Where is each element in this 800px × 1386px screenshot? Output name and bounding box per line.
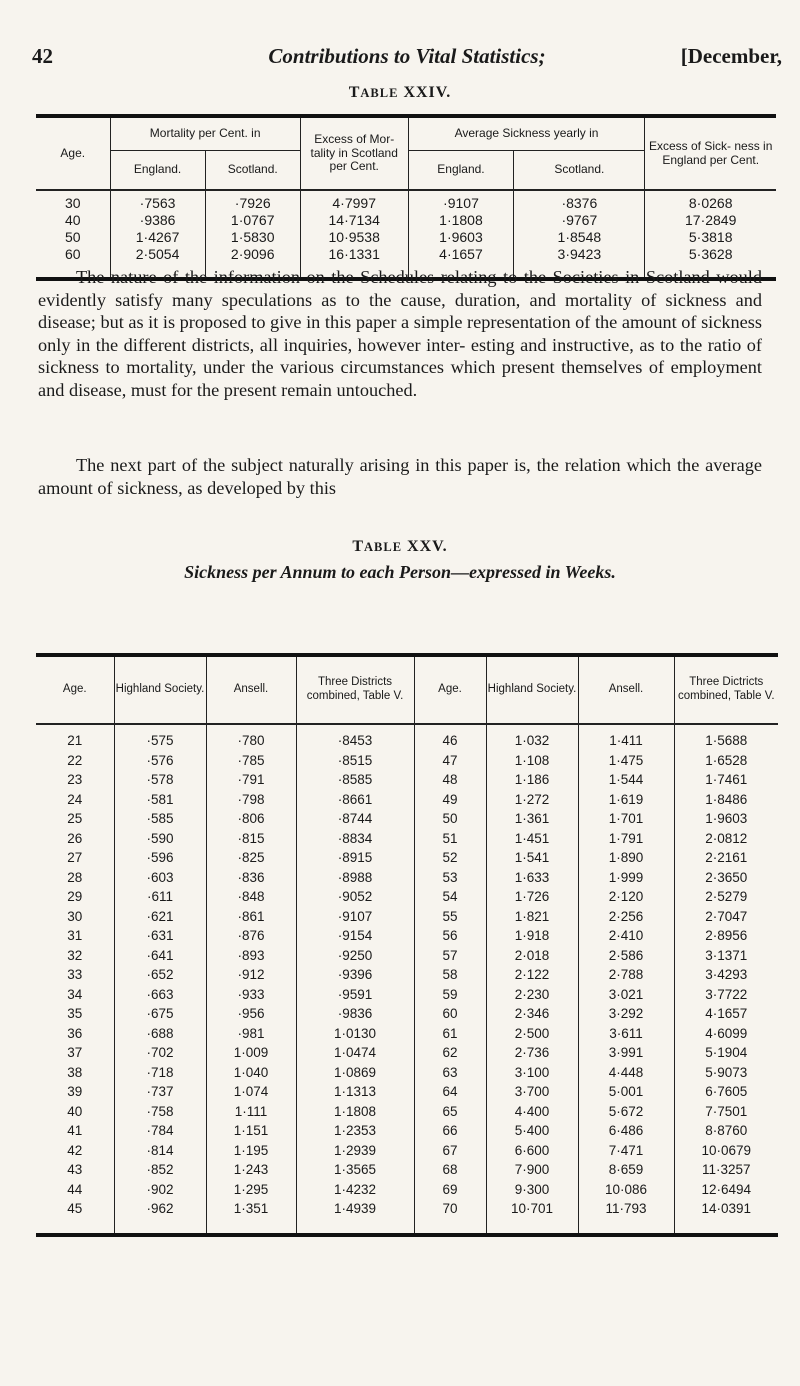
title-initial: T	[352, 538, 364, 555]
table-cell: 5·9073	[674, 1063, 778, 1083]
table-25	[36, 653, 778, 1237]
table-cell: ·7563	[110, 190, 205, 212]
table-cell: ·631	[114, 926, 206, 946]
table-cell: 60	[414, 1004, 486, 1024]
table-cell: 1·999	[578, 868, 674, 888]
table-cell: 10·086	[578, 1180, 674, 1200]
table-cell: 2·736	[486, 1043, 578, 1063]
table-cell: 5·3818	[645, 229, 776, 246]
header-sickness: Average Sickness yearly in	[408, 116, 645, 150]
header-scotland: Scotland.	[205, 150, 300, 190]
table-row	[36, 1063, 778, 1083]
table-cell: 8·0268	[645, 190, 776, 212]
table-cell: 68	[414, 1160, 486, 1180]
table-cell: ·825	[206, 848, 296, 868]
title-number: XXIV.	[398, 84, 452, 101]
table-cell: 1·8548	[514, 229, 645, 246]
table-cell: 3·100	[486, 1063, 578, 1083]
table-cell: 5·3628	[645, 246, 776, 279]
table-cell: 7·471	[578, 1141, 674, 1161]
table-cell: 1·2353	[296, 1121, 414, 1141]
table-cell: ·9386	[110, 212, 205, 229]
table-cell: 3·991	[578, 1043, 674, 1063]
table-cell: 31	[67, 928, 83, 943]
table-cell: 11·3257	[674, 1160, 778, 1180]
table-cell: ·578	[114, 770, 206, 790]
table-cell: ·663	[114, 985, 206, 1005]
table-cell: 10·0679	[674, 1141, 778, 1161]
table-row	[36, 724, 778, 751]
header-england: England.	[408, 150, 514, 190]
table-cell: ·8453	[296, 724, 414, 751]
table-cell: 1·186	[486, 770, 578, 790]
page-number: 42	[32, 44, 53, 68]
table-row	[36, 887, 778, 907]
table-cell: 9·300	[486, 1180, 578, 1200]
table-cell: 1·475	[578, 751, 674, 771]
table-cell: ·9154	[296, 926, 414, 946]
table-cell: ·784	[114, 1121, 206, 1141]
table-cell: 45	[67, 1201, 83, 1216]
table-row	[36, 1141, 778, 1161]
column-header: Three Districts combined, Table V.	[296, 655, 414, 724]
table-cell: ·814	[114, 1141, 206, 1161]
table-cell: ·848	[206, 887, 296, 907]
table-cell: 1·7461	[674, 770, 778, 790]
table-cell: ·576	[114, 751, 206, 771]
table-cell: ·702	[114, 1043, 206, 1063]
table-cell: 65	[414, 1102, 486, 1122]
table-cell: 6·486	[578, 1121, 674, 1141]
table-row	[36, 848, 778, 868]
table-cell: 1·544	[578, 770, 674, 790]
table-cell: 3·021	[578, 985, 674, 1005]
header-england: England.	[110, 150, 205, 190]
table-cell: 1·009	[206, 1043, 296, 1063]
table-cell: ·9767	[514, 212, 645, 229]
table-cell: 1·451	[486, 829, 578, 849]
table-cell: 30	[67, 908, 83, 924]
table-cell: ·785	[206, 751, 296, 771]
table-cell: 17·2849	[645, 212, 776, 229]
table-cell: 1·032	[486, 724, 578, 751]
table-cell: 2·7047	[674, 907, 778, 927]
table-cell: 1·0767	[205, 212, 300, 229]
table-cell: 54	[414, 887, 486, 907]
table-cell: 2·230	[486, 985, 578, 1005]
column-header: Ansell.	[578, 655, 674, 724]
table-cell: 5·400	[486, 1121, 578, 1141]
table-cell: 26	[67, 830, 83, 846]
table-cell: ·9250	[296, 946, 414, 966]
paragraph-1: The nature of the information on the Schedules relating to the Societies in Scotland would evidently satisfy many speculations as to the cause, duration, and mortality of sickness and disease; but as it is proposed to give in this paper a simple representation of the amount of sickness only in the different districts, all inquiries, however inter- esting and instructive, as to the ratio of sickness to mortality, under the various circumstances which present themselves of employment and disease, must for the present remain untouched.	[38, 267, 762, 400]
table-cell: 33	[67, 967, 83, 982]
table-cell: 1·821	[486, 907, 578, 927]
table-cell: 2·586	[578, 946, 674, 966]
table-cell: 24	[67, 791, 83, 807]
table-cell: 1·890	[578, 848, 674, 868]
table-cell: 12·6494	[674, 1180, 778, 1200]
title-rest: ABLE	[360, 86, 399, 100]
table-cell: 3·1371	[674, 946, 778, 966]
table-cell: 2·410	[578, 926, 674, 946]
table-cell: ·8661	[296, 790, 414, 810]
table-cell: 2·256	[578, 907, 674, 927]
table-cell: 1·040	[206, 1063, 296, 1083]
table-cell: 2·5279	[674, 887, 778, 907]
table-cell: 39	[67, 1084, 83, 1099]
table-cell: 16·1331	[300, 246, 408, 279]
table-cell: 44	[67, 1181, 83, 1197]
table-cell: 27	[67, 850, 83, 865]
table-cell: ·852	[114, 1160, 206, 1180]
table-cell: ·641	[114, 946, 206, 966]
table-cell: 14·7134	[300, 212, 408, 229]
table-row	[36, 907, 778, 927]
table-row	[36, 790, 778, 810]
table-row	[36, 1160, 778, 1180]
table-cell: 1·243	[206, 1160, 296, 1180]
table-cell: 2·018	[486, 946, 578, 966]
header-excess-sickness: Excess of Sick- ness in England per Cent.	[645, 116, 776, 190]
table-cell: 4·448	[578, 1063, 674, 1083]
table-cell: 2·500	[486, 1024, 578, 1044]
table-cell: ·791	[206, 770, 296, 790]
table-cell: 2·9096	[205, 246, 300, 279]
table-row	[36, 946, 778, 966]
table-row	[36, 809, 778, 829]
table-cell: ·9396	[296, 965, 414, 985]
table-cell: 67	[414, 1141, 486, 1161]
table-cell: 40	[64, 212, 81, 228]
table-cell: 1·4939	[296, 1199, 414, 1235]
table-cell: ·8834	[296, 829, 414, 849]
table-cell: 1·295	[206, 1180, 296, 1200]
table-cell: ·902	[114, 1180, 206, 1200]
header-age: Age.	[36, 116, 110, 190]
table-row	[36, 1102, 778, 1122]
table-cell: ·861	[206, 907, 296, 927]
table-cell: ·718	[114, 1063, 206, 1083]
table-row	[36, 1121, 778, 1141]
table-cell: ·652	[114, 965, 206, 985]
table-row	[36, 1004, 778, 1024]
table-cell: ·611	[114, 887, 206, 907]
table-cell: 1·633	[486, 868, 578, 888]
table-cell: 29	[67, 889, 83, 904]
table-cell: 47	[414, 751, 486, 771]
table-cell: 1·074	[206, 1082, 296, 1102]
table-cell: 1·8486	[674, 790, 778, 810]
table-cell: 52	[414, 848, 486, 868]
table-cell: 1·5688	[674, 724, 778, 751]
table-row	[36, 1043, 778, 1063]
table-cell: ·956	[206, 1004, 296, 1024]
title-rest: ABLE	[364, 540, 403, 554]
table-cell: 28	[67, 869, 83, 885]
table-cell: ·8915	[296, 848, 414, 868]
column-header: Highland Society.	[486, 655, 578, 724]
table-row	[36, 751, 778, 771]
table-cell: 4·400	[486, 1102, 578, 1122]
table-cell: ·737	[114, 1082, 206, 1102]
column-header: Ansell.	[206, 655, 296, 724]
table-cell: ·9107	[408, 190, 514, 212]
table-cell: 2·122	[486, 965, 578, 985]
table-cell: 58	[414, 965, 486, 985]
table-cell: 2·0812	[674, 829, 778, 849]
table-cell: 1·0474	[296, 1043, 414, 1063]
table-cell: 4·1657	[408, 246, 514, 279]
table-cell: 1·2939	[296, 1141, 414, 1161]
table-cell: 46	[414, 724, 486, 751]
table-cell: 5·1904	[674, 1043, 778, 1063]
running-title: Contributions to Vital Statistics;	[268, 44, 546, 68]
table-cell: 36	[67, 1025, 83, 1041]
table-cell: ·581	[114, 790, 206, 810]
table-cell: 8·8760	[674, 1121, 778, 1141]
table-row	[36, 926, 778, 946]
table-cell: 43	[67, 1162, 83, 1177]
title-number: XXV.	[402, 538, 448, 555]
table-row	[36, 1180, 778, 1200]
table-25-title	[0, 538, 800, 556]
table-row	[36, 985, 778, 1005]
table-cell: 53	[414, 868, 486, 888]
table-cell: 2·2161	[674, 848, 778, 868]
table-cell: 50	[414, 809, 486, 829]
header-scotland: Scotland.	[514, 150, 645, 190]
title-initial: T	[348, 84, 361, 101]
table-cell: 2·788	[578, 965, 674, 985]
table-cell: ·9591	[296, 985, 414, 1005]
table-row	[36, 190, 776, 212]
table-cell: ·962	[114, 1199, 206, 1235]
table-cell: 1·195	[206, 1141, 296, 1161]
table-cell: ·8515	[296, 751, 414, 771]
table-cell: 1·351	[206, 1199, 296, 1235]
table-cell: 1·0869	[296, 1063, 414, 1083]
table-cell: 51	[414, 829, 486, 849]
table-cell: 70	[414, 1199, 486, 1235]
table-cell: 3·9423	[514, 246, 645, 279]
table-cell: 3·611	[578, 1024, 674, 1044]
table-cell: ·876	[206, 926, 296, 946]
table-cell: ·912	[206, 965, 296, 985]
table-cell: 64	[414, 1082, 486, 1102]
table-cell: 14·0391	[674, 1199, 778, 1235]
table-cell: 10·701	[486, 1199, 578, 1235]
table-cell: ·893	[206, 946, 296, 966]
table-cell: 1·5830	[205, 229, 300, 246]
table-cell: 57	[414, 946, 486, 966]
table-cell: 1·4267	[110, 229, 205, 246]
table-cell: 5·001	[578, 1082, 674, 1102]
table-cell: 41	[67, 1123, 83, 1138]
table-cell: 1·4232	[296, 1180, 414, 1200]
table-cell: 3·7722	[674, 985, 778, 1005]
table-cell: 1·108	[486, 751, 578, 771]
table-cell: ·8988	[296, 868, 414, 888]
table-cell: ·603	[114, 868, 206, 888]
table-cell: 22	[67, 752, 83, 768]
table-cell: ·8585	[296, 770, 414, 790]
table-cell: 2·120	[578, 887, 674, 907]
table-cell: ·575	[114, 724, 206, 751]
table-cell: 21	[67, 733, 83, 748]
table-cell: ·688	[114, 1024, 206, 1044]
table-cell: 25	[67, 811, 83, 826]
table-row	[36, 229, 776, 246]
table-row	[36, 770, 778, 790]
table-cell: 4·6099	[674, 1024, 778, 1044]
table-cell: 34	[67, 986, 83, 1002]
table-cell: 2·3650	[674, 868, 778, 888]
table-24	[36, 114, 776, 281]
table-cell: 1·3565	[296, 1160, 414, 1180]
table-cell: ·8376	[514, 190, 645, 212]
table-cell: ·8744	[296, 809, 414, 829]
table-cell: ·9107	[296, 907, 414, 927]
table-cell: ·981	[206, 1024, 296, 1044]
table-cell: 1·1313	[296, 1082, 414, 1102]
table-cell: 1·6528	[674, 751, 778, 771]
table-row	[36, 965, 778, 985]
table-cell: 63	[414, 1063, 486, 1083]
table-cell: 1·151	[206, 1121, 296, 1141]
table-row	[36, 1199, 778, 1235]
table-row	[36, 1024, 778, 1044]
table-cell: 69	[414, 1180, 486, 1200]
table-cell: 1·111	[206, 1102, 296, 1122]
column-header: Highland Society.	[114, 655, 206, 724]
table-cell: 2·346	[486, 1004, 578, 1024]
table-cell: 37	[67, 1045, 83, 1060]
table-cell: 7·7501	[674, 1102, 778, 1122]
table-cell: ·7926	[205, 190, 300, 212]
table-cell: 30	[64, 195, 81, 211]
table-cell: 48	[414, 770, 486, 790]
table-cell: 1·9603	[408, 229, 514, 246]
table-cell: 3·292	[578, 1004, 674, 1024]
table-cell: ·9836	[296, 1004, 414, 1024]
table-row	[36, 1082, 778, 1102]
table-cell: ·596	[114, 848, 206, 868]
table-cell: 1·9603	[674, 809, 778, 829]
running-date: [December,	[680, 44, 782, 68]
table-cell: ·806	[206, 809, 296, 829]
table-cell: 4·1657	[674, 1004, 778, 1024]
table-cell: 2·8956	[674, 926, 778, 946]
table-cell: ·780	[206, 724, 296, 751]
table-cell: 38	[67, 1064, 83, 1080]
table-cell: ·815	[206, 829, 296, 849]
table-cell: 1·411	[578, 724, 674, 751]
table-cell: 4·7997	[300, 190, 408, 212]
table-row	[36, 212, 776, 229]
table-cell: ·675	[114, 1004, 206, 1024]
table-cell: 8·659	[578, 1160, 674, 1180]
table-cell: 1·791	[578, 829, 674, 849]
table-cell: 40	[67, 1103, 83, 1119]
header-mortality: Mortality per Cent. in	[110, 116, 300, 150]
table-cell: 3·700	[486, 1082, 578, 1102]
table-cell: 66	[414, 1121, 486, 1141]
table-cell: 1·701	[578, 809, 674, 829]
paragraph-2: The next part of the subject naturally arising in this paper is, the relation which the average amount of sickness, as developed by this	[38, 455, 762, 498]
table-row	[36, 829, 778, 849]
table-cell: 32	[67, 947, 83, 963]
table-25-subtitle: Sickness per Annum to each Person—expressed in Weeks.	[184, 562, 616, 582]
table-cell: 23	[67, 772, 83, 787]
table-cell: 55	[414, 907, 486, 927]
column-header: Three Dictricts combined, Table V.	[674, 655, 778, 724]
header-excess-mortality: Excess of Mor- tality in Scotland per Cent.	[300, 116, 408, 190]
table-cell: ·585	[114, 809, 206, 829]
table-cell: 1·726	[486, 887, 578, 907]
table-cell: ·621	[114, 907, 206, 927]
table-cell: ·798	[206, 790, 296, 810]
table-cell: 11·793	[578, 1199, 674, 1235]
column-header: Age.	[414, 655, 486, 724]
table-cell: 1·0130	[296, 1024, 414, 1044]
table-cell: 10·9538	[300, 229, 408, 246]
table-cell: ·590	[114, 829, 206, 849]
table-24-title	[0, 84, 800, 102]
table-cell: 1·1808	[296, 1102, 414, 1122]
table-cell: 1·918	[486, 926, 578, 946]
table-cell: 61	[414, 1024, 486, 1044]
table-cell: 6·7605	[674, 1082, 778, 1102]
table-cell: 3·4293	[674, 965, 778, 985]
table-cell: 35	[67, 1006, 83, 1021]
table-cell: ·836	[206, 868, 296, 888]
table-cell: ·933	[206, 985, 296, 1005]
table-cell: 2·5054	[110, 246, 205, 279]
table-cell: 5·672	[578, 1102, 674, 1122]
table-cell: 50	[64, 229, 81, 245]
table-cell: 49	[414, 790, 486, 810]
table-cell: 7·900	[486, 1160, 578, 1180]
table-cell: 1·1808	[408, 212, 514, 229]
table-row	[36, 868, 778, 888]
page-header	[32, 38, 782, 68]
table-cell: 56	[414, 926, 486, 946]
table-cell: 1·272	[486, 790, 578, 810]
table-cell: 1·361	[486, 809, 578, 829]
table-cell: 59	[414, 985, 486, 1005]
column-header: Age.	[36, 655, 114, 724]
table-cell: 60	[64, 246, 81, 262]
table-cell: 62	[414, 1043, 486, 1063]
table-cell: 1·541	[486, 848, 578, 868]
table-cell: 42	[67, 1142, 83, 1158]
table-cell: 6·600	[486, 1141, 578, 1161]
table-cell: 1·619	[578, 790, 674, 810]
table-cell: ·9052	[296, 887, 414, 907]
table-cell: ·758	[114, 1102, 206, 1122]
